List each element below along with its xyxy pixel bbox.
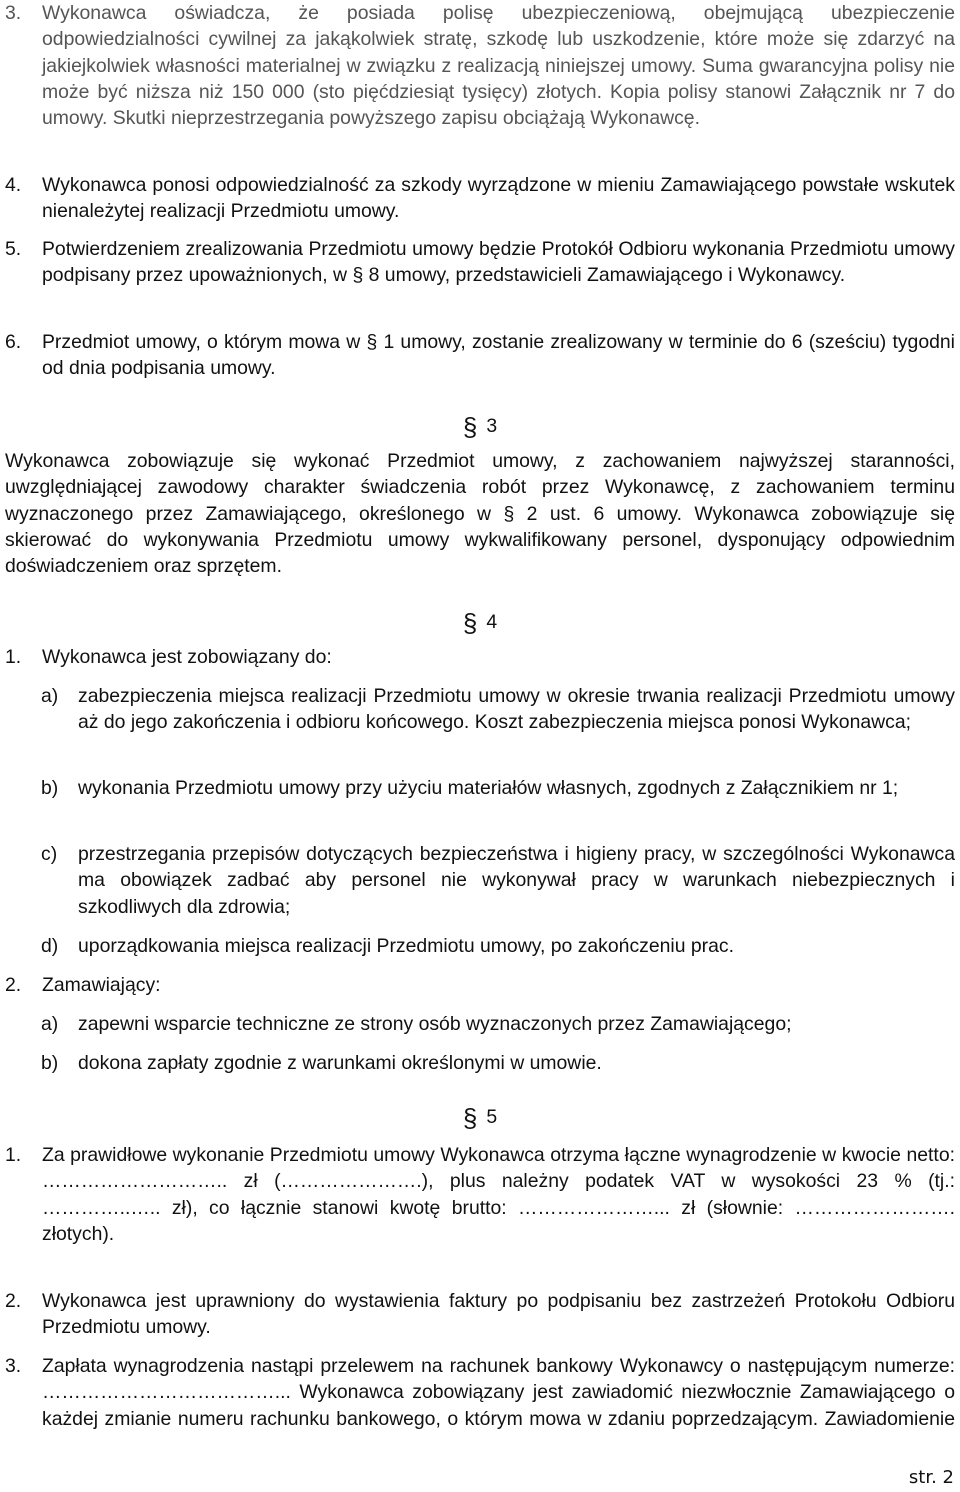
sub-letter: b) xyxy=(41,777,59,799)
section-5-item-3 xyxy=(5,1353,955,1432)
clause-number: 4. xyxy=(5,174,22,196)
item-title: Wykonawca jest zobowiązany do: xyxy=(42,646,332,668)
sub-text: uporządkowania miejsca realizacji Przedmiotu umowy, po zakończeniu prac. xyxy=(78,935,734,957)
page-number: str. 2 xyxy=(908,1467,954,1488)
section-3-paragraph xyxy=(5,448,955,579)
sub-letter: a) xyxy=(41,1013,59,1035)
section-4-sub-a xyxy=(41,683,955,736)
section-3-heading xyxy=(440,410,520,442)
paragraph-text-part-b: 2 ust. 6 umowy. Wykonawca zobowiązuje się skierować do wykonywania Przedmiotu umowy wykwalifikowany personel, dysponujący odpowiednim doświadczeniem oraz sprzętem. xyxy=(5,502,956,578)
item-number: 1. xyxy=(5,1144,22,1166)
item-title: Zamawiający: xyxy=(42,974,161,996)
clause-4 xyxy=(5,172,955,225)
clause-number: 6. xyxy=(5,331,22,353)
clause-5 xyxy=(5,236,955,289)
sub-text: zabezpieczenia miejsca realizacji Przedmiotu umowy w okresie trwania realizacji Przedmiotu umowy aż do jego zakończenia i odbioru końcowego. Koszt zabezpieczenia miejsca ponosi Wykonawca; xyxy=(78,685,955,734)
sub-text: dokona zapłaty zgodnie z warunkami określonymi w umowie. xyxy=(78,1052,602,1074)
section-4-item-1-title xyxy=(5,644,642,670)
section-number: 4 xyxy=(486,611,498,633)
sub-letter: c) xyxy=(41,843,58,865)
section-5-item-1 xyxy=(5,1142,955,1247)
sub-text: wykonania Przedmiotu umowy przy użyciu materiałów własnych, zgodnych z Załącznikiem nr 1; xyxy=(78,777,899,799)
section-5-item-2 xyxy=(5,1288,955,1341)
section-sign: § xyxy=(462,608,478,638)
section-4-item-2-sub-b xyxy=(41,1050,955,1076)
sub-text: przestrzegania przepisów dotyczących bezpieczeństwa i higieny pracy, w szczególności Wykonawca ma obowiązek zadbać aby personel nie wykonywał pracy w warunkach niebezpiecznych i szkodliwych dla zdrowia; xyxy=(78,843,955,918)
section-4-item-2-sub-a xyxy=(41,1011,955,1037)
item-text: Za prawidłowe wykonanie Przedmiotu umowy Wykonawca otrzyma łączne wynagrodzenie w kwocie netto: ……………………….. zł (………………….), plus należny podatek VAT w wysokości 23 % (tj.: …………..….. zł), co łącznie stanowi kwotę brutto: …………………... zł (słownie: ……………………. złotych). xyxy=(42,1144,955,1245)
section-sign: § xyxy=(503,502,515,525)
section-4-heading xyxy=(440,606,520,638)
section-number: 3 xyxy=(486,415,498,437)
clause-text: Wykonawca ponosi odpowiedzialność za szkody wyrządzone w mieniu Zamawiającego powstałe wskutek nienależytej realizacji Przedmiotu umowy. xyxy=(42,174,955,223)
clause-text-part-b: 8 umowy, przedstawicieli Zamawiającego i Wykonawcy. xyxy=(368,264,846,287)
section-5-heading xyxy=(440,1101,520,1133)
sub-text: zapewni wsparcie techniczne ze strony osób wyznaczonych przez Zamawiającego; xyxy=(78,1013,792,1035)
section-number: 5 xyxy=(486,1106,498,1128)
section-4-sub-b xyxy=(41,775,955,801)
clause-number: 5. xyxy=(5,238,22,260)
section-4-item-2-title xyxy=(5,972,642,998)
section-4-sub-c xyxy=(41,841,955,920)
clause-number: 3. xyxy=(5,2,22,24)
sub-letter: a) xyxy=(41,685,59,707)
section-sign: § xyxy=(462,412,478,442)
sub-letter: b) xyxy=(41,1052,59,1074)
section-sign: § xyxy=(366,331,378,353)
item-text: Zapłata wynagrodzenia nastąpi przelewem na rachunek bankowy Wykonawcy o następującym numerze: ………………………………... Wykonawca zobowiązany jest zawiadomić niezwłocznie Zamawiającego o każdej zmianie numeru rachunku bankowego, o którym mowa w zdaniu poprzedzającym. Zawiadomienie xyxy=(42,1355,955,1430)
clause-3 xyxy=(5,0,955,131)
clause-text-part-a: Przedmiot umowy, o którym mowa w xyxy=(42,331,361,353)
item-number: 1. xyxy=(5,646,22,668)
clause-text-part-a: Potwierdzeniem zrealizowania Przedmiotu umowy będzie Protokół Odbioru wykonania Przedmiotu umowy podpisany przez upoważnionych, w xyxy=(42,238,955,287)
section-sign: § xyxy=(352,264,364,287)
section-4-sub-d xyxy=(41,933,955,959)
item-number: 2. xyxy=(5,974,22,996)
clause-text: Wykonawca oświadcza, że posiada polisę ubezpieczeniową, obejmującą ubezpieczenie odpowiedzialności cywilnej za jakąkolwiek stratę, szkodę lub uszkodzenie, które może się zdarzyć na jakiejkolwiek własności materialnej w związku z realizacją niniejszej umowy. Suma gwarancyjna polisy nie może być niższa niż 150 000 (sto pięćdziesiąt tysięcy) złotych. Kopia polisy stanowi Załącznik nr 7 do umowy. Skutki nieprzestrzegania powyższego zapisu obciążają Wykonawcę. xyxy=(42,2,955,130)
paragraph-text-part-a: Wykonawca zobowiązuje się wykonać Przedmiot umowy, z zachowaniem najwyższej staranności, uwzględniającej zawodowy charakter świadczenia robót przez Wykonawcę, z zachowaniem terminu wyznaczonego przez Zamawiającego, określonego w xyxy=(5,450,955,525)
clause-text-part-b: 1 umowy, zostanie zrealizowany w terminie do 6 (sześciu) tygodni od dnia podpisania umowy. xyxy=(42,331,955,380)
item-number: 3. xyxy=(5,1355,22,1377)
section-sign: § xyxy=(462,1103,478,1133)
item-text: Wykonawca jest uprawniony do wystawienia faktury po podpisaniu bez zastrzeżeń Protokołu Odbioru Przedmiotu umowy. xyxy=(42,1290,955,1339)
sub-letter: d) xyxy=(41,935,59,957)
item-number: 2. xyxy=(5,1290,22,1312)
clause-6 xyxy=(5,329,955,382)
